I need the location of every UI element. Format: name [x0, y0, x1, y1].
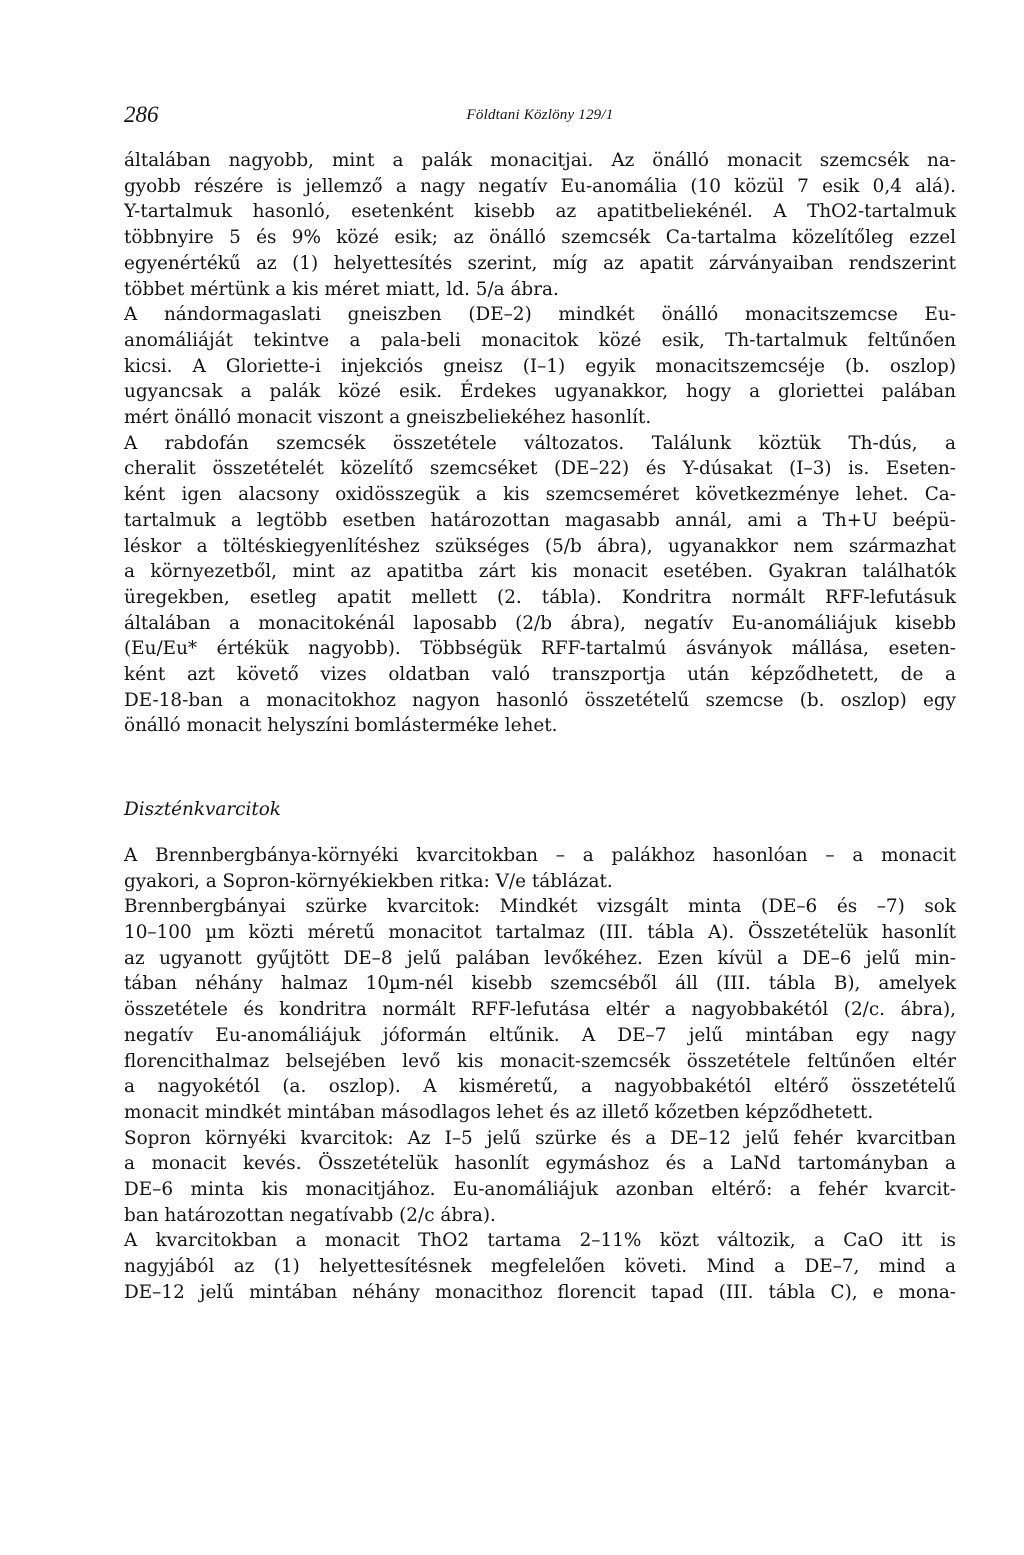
text-line: általában nagyobb, mint a palák monacitjai. Az önálló monacit szemcsék na- [124, 150, 956, 171]
text-line: Brennbergbányai szürke kvarcitok: Mindkét vizsgált minta (DE–6 és –7) sok [124, 896, 956, 918]
text-line: önálló monacit helyszíni bomlásterméke lehet. [124, 715, 558, 737]
text-line: ként igen alacsony oxidösszegük a kis szemcseméret következménye lehet. Ca- [124, 484, 956, 506]
text-line: A rabdofán szemcsék összetétele változatos. Találunk köztük Th-dús, a [124, 432, 956, 454]
body-text [124, 148, 956, 1306]
text-line: monacit mindkét mintában másodlagos lehet és az illető kőzetben képződhetett. [124, 1101, 874, 1123]
text-line: DE–12 jelű mintában néhány monacithoz florencit tapad (III. tábla C), e mona- [124, 1281, 956, 1303]
text-line: DE–6 minta kis monacitjához. Eu-anomáliájuk azonban eltérő: a fehér kvarcit- [124, 1179, 956, 1201]
page-header [124, 100, 956, 130]
text-line: A Brennbergbánya-környéki kvarcitokban – a palákhoz hasonlóan – a monacit [124, 844, 956, 866]
text-line: a környezetből, mint az apatitba zárt kis monacit esetében. Gyakran találhatók [124, 561, 956, 583]
paragraph [124, 894, 956, 1125]
text-line: DE-18-ban a monacitokhoz nagyon hasonló összetételű szemcse (b. oszlop) egy [124, 689, 956, 711]
text-line: A kvarcitokban a monacit ThO2 tartama 2–11% közt változik, a CaO itt is [124, 1230, 956, 1252]
paragraph [124, 148, 956, 302]
page-number: 286 [124, 102, 159, 127]
text-line: (Eu/Eu* értékük nagyobb). Többségük RFF-tartalmú ásványok mállása, eseten- [124, 638, 956, 660]
text-line: általában a monacitokénál laposabb (2/b ábra), negatív Eu-anomáliájuk kisebb [124, 612, 956, 634]
text-line: cheralit összetételét közelítő szemcséket (DE–22) és Y-dúsakat (I–3) is. Eseten- [124, 458, 956, 480]
text-line: üregekben, esetleg apatit mellett (2. tábla). Kondritra normált RFF-lefutásuk [124, 586, 956, 608]
text-line: többnyire 5 és 9% közé esik; az önálló szemcsék Ca-tartalma közelítőleg ezzel [124, 227, 956, 249]
text-line: mért önálló monacit viszont a gneiszbeliekéhez hasonlít. [124, 407, 652, 429]
paragraph [124, 1126, 956, 1229]
paragraph [124, 1228, 956, 1305]
text-line: a monacit kevés. Összetételük hasonlít egymáshoz és a LaNd tartományban a [124, 1153, 956, 1175]
text-line: nagyjából az (1) helyettesítésnek megfelelően követi. Mind a DE–7, mind a [124, 1256, 956, 1278]
text-line: Y-tartalmuk hasonló, esetenként kisebb az apatitbeliekénél. A ThO2-tartalmuk [124, 201, 956, 223]
text-line: Sopron környéki kvarcitok: Az I–5 jelű szürke és a DE–12 jelű fehér kvarcitban [124, 1127, 956, 1149]
text-line: negatív Eu-anomáliájuk jóformán eltűnik. A DE–7 jelű mintában egy nagy [124, 1024, 956, 1046]
text-line: összetétele és kondritra normált RFF-lefutása eltér a nagyobbakétól (2/c. ábra), [124, 999, 956, 1021]
text-line: a nagyokétól (a. oszlop). A kisméretű, a nagyobbakétól eltérő összetételű [124, 1076, 956, 1098]
running-title: Földtani Közlöny 129/1 [466, 107, 614, 123]
text-line: florencithalmaz belsejében levő kis monacit-szemcsék összetétele feltűnően eltér [124, 1050, 956, 1072]
text-line: ban határozottan negatívabb (2/c ábra). [124, 1204, 496, 1226]
text-line: az ugyanott gyűjtött DE–8 jelű palában levőkéhez. Ezen kívül a DE–6 jelű min- [124, 947, 956, 969]
paragraph [124, 431, 956, 739]
text-line: anomáliáját tekintve a pala-beli monacitok közé esik, Th-tartalmuk feltűnően [124, 329, 956, 351]
paragraph [124, 843, 956, 894]
text-line: A nándormagaslati gneiszben (DE–2) mindkét önálló monacitszemcse Eu- [124, 304, 956, 326]
text-line: gyakori, a Sopron-környékiekben ritka: V/e táblázat. [124, 870, 613, 892]
text-line: ugyancsak a palák közé esik. Érdekes ugyanakkor, hogy a gloriettei palában [124, 381, 956, 403]
text-line: léskor a töltéskiegyenlítéshez szükséges (5/b ábra), ugyanakkor nem származhat [124, 535, 956, 557]
text-line: 10–100 µm közti méretű monacitot tartalmaz (III. tábla A). Összetételük hasonlít [124, 921, 956, 943]
text-line: tában néhány halmaz 10µm-nél kisebb szemcséből áll (III. tábla B), amelyek [124, 973, 956, 995]
paragraph [124, 302, 956, 431]
text-line: tartalmuk a legtöbb esetben határozottan magasabb annál, ami a Th+U beépü- [124, 509, 956, 531]
section-heading: Diszténkvarcitok [124, 799, 281, 821]
text-line: gyobb részére is jellemző a nagy negatív Eu-anomália (10 közül 7 esik 0,4 alá). [124, 175, 956, 197]
text-line: többet mértünk a kis méret miatt, ld. 5/a ábra. [124, 278, 559, 300]
text-line: kicsi. A Gloriette-i injekciós gneisz (I–1) egyik monacitszemcséje (b. oszlop) [124, 355, 956, 377]
text-line: egyenértékű az (1) helyettesítés szerint, míg az apatit zárványaiban rendszerint [124, 252, 956, 274]
text-line: ként azt követő vizes oldatban való transzportja után képződhetett, de a [124, 664, 956, 686]
